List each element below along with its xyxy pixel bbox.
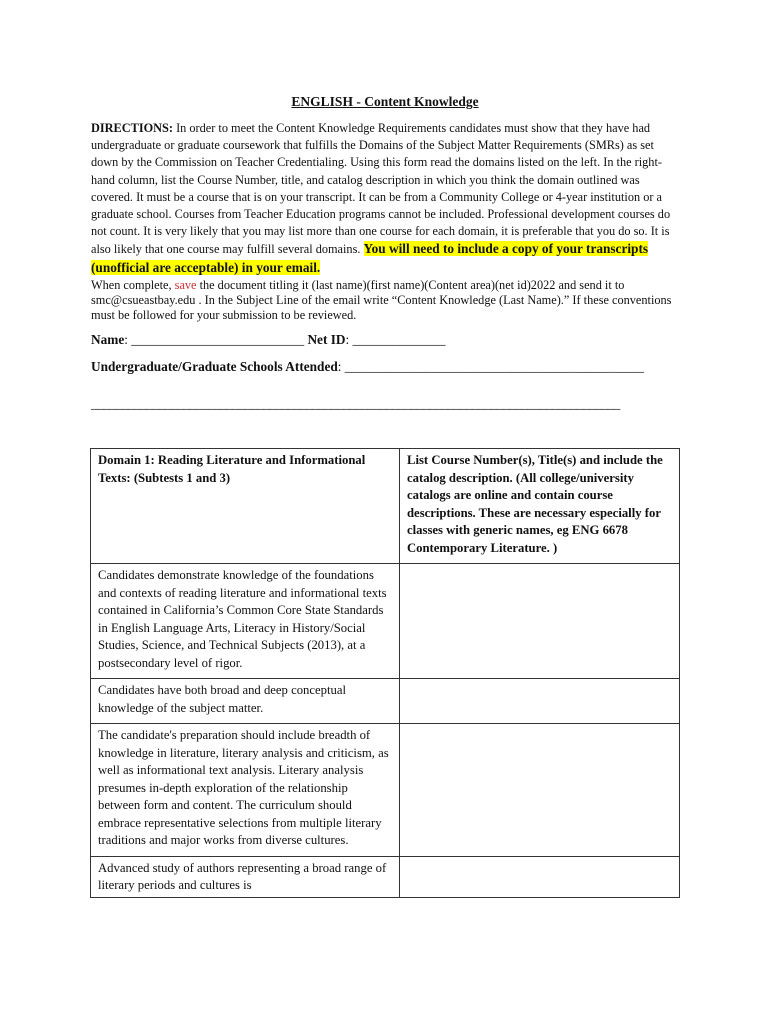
course-entry-cell[interactable] [400,564,680,679]
complete-rest: the document titling it (last name)(first name)(Content area)(net id)2022 and send it to smc@csueastbay.edu . In the Subject Line of the email write “Content Knowledge (Last Name).” If these conventions must be followed for your submission to be reviewed. [91,278,672,322]
name-field-line[interactable] [91,332,446,348]
course-entry-cell[interactable] [400,724,680,857]
table-row [91,724,680,857]
table-row [91,679,680,724]
netid-label: Net ID [307,332,346,347]
domain-table [90,448,680,898]
table-row [91,856,680,897]
schools-blank[interactable]: : _____________________________________________ [337,359,644,374]
schools-field-line[interactable] [91,359,644,375]
course-entry-cell[interactable] [400,856,680,897]
save-word: save [174,278,197,292]
directions-paragraph [91,120,681,277]
course-entry-cell[interactable] [400,679,680,724]
schools-continuation-line[interactable]: ______________________________________________________________________________________ [91,396,620,411]
directions-label: DIRECTIONS: [91,121,173,135]
table-row [91,564,680,679]
domain-description-cell: Advanced study of authors representing a broad range of literary periods and cultures is [91,856,400,897]
schools-label: Undergraduate/Graduate Schools Attended [91,359,338,374]
submission-instructions [91,278,681,323]
page-title: ENGLISH - Content Knowledge [291,94,479,109]
course-header-cell: List Course Number(s), Title(s) and include the catalog description. (All college/university catalogs are online and contain course descriptions. These are necessary especially for classes with generic names, eg ENG 6678 Contemporary Literature. ) [400,449,680,564]
complete-prefix: When complete, [91,278,175,292]
netid-blank[interactable]: : ______________ [345,332,446,347]
name-label: Name [91,332,125,347]
domain-header-cell: Domain 1: Reading Literature and Informational Texts: (Subtests 1 and 3) [91,449,400,564]
table-header-row [91,449,680,564]
directions-text: In order to meet the Content Knowledge Requirements candidates must show that they have had undergraduate or graduate coursework that fulfills the Domains of the Subject Matter Requirements (SMRs) as set down by the Commission on Teacher Credentialing. Using this form read the domains listed on the left. In the right-hand column, list the Course Number, title, and catalog description in which you think the domain outlined was covered. It must be a course that is on your transcript. It can be from a Community College or 4-year institution or a graduate school. Courses from Teacher Education programs cannot be included. Professional development courses do not count. It is very likely that you may list more than one course for each domain, it is preferable that you do so. It is also likely that one course may fulfill several domains. [91,121,671,257]
domain-description-cell: Candidates demonstrate knowledge of the foundations and contexts of reading literature and informational texts contained in California’s Common Core State Standards in English Language Arts, Literacy in History/Social Studies, Science, and Technical Subjects (2013), at a postsecondary level of rigor. [91,564,400,679]
name-blank[interactable]: : __________________________ [124,332,308,347]
domain-description-cell: The candidate's preparation should include breadth of knowledge in literature, literary analysis and criticism, as well as informational text analysis. Literary analysis presumes in-depth exploration of the relationship between form and content. The curriculum should embrace representative selections from multiple literary traditions and major works from diverse cultures. [91,724,400,857]
domain-description-cell: Candidates have both broad and deep conceptual knowledge of the subject matter. [91,679,400,724]
transcript-highlight: You will need to include a copy of your transcripts (unofficial are acceptable) in your email. [91,241,649,275]
